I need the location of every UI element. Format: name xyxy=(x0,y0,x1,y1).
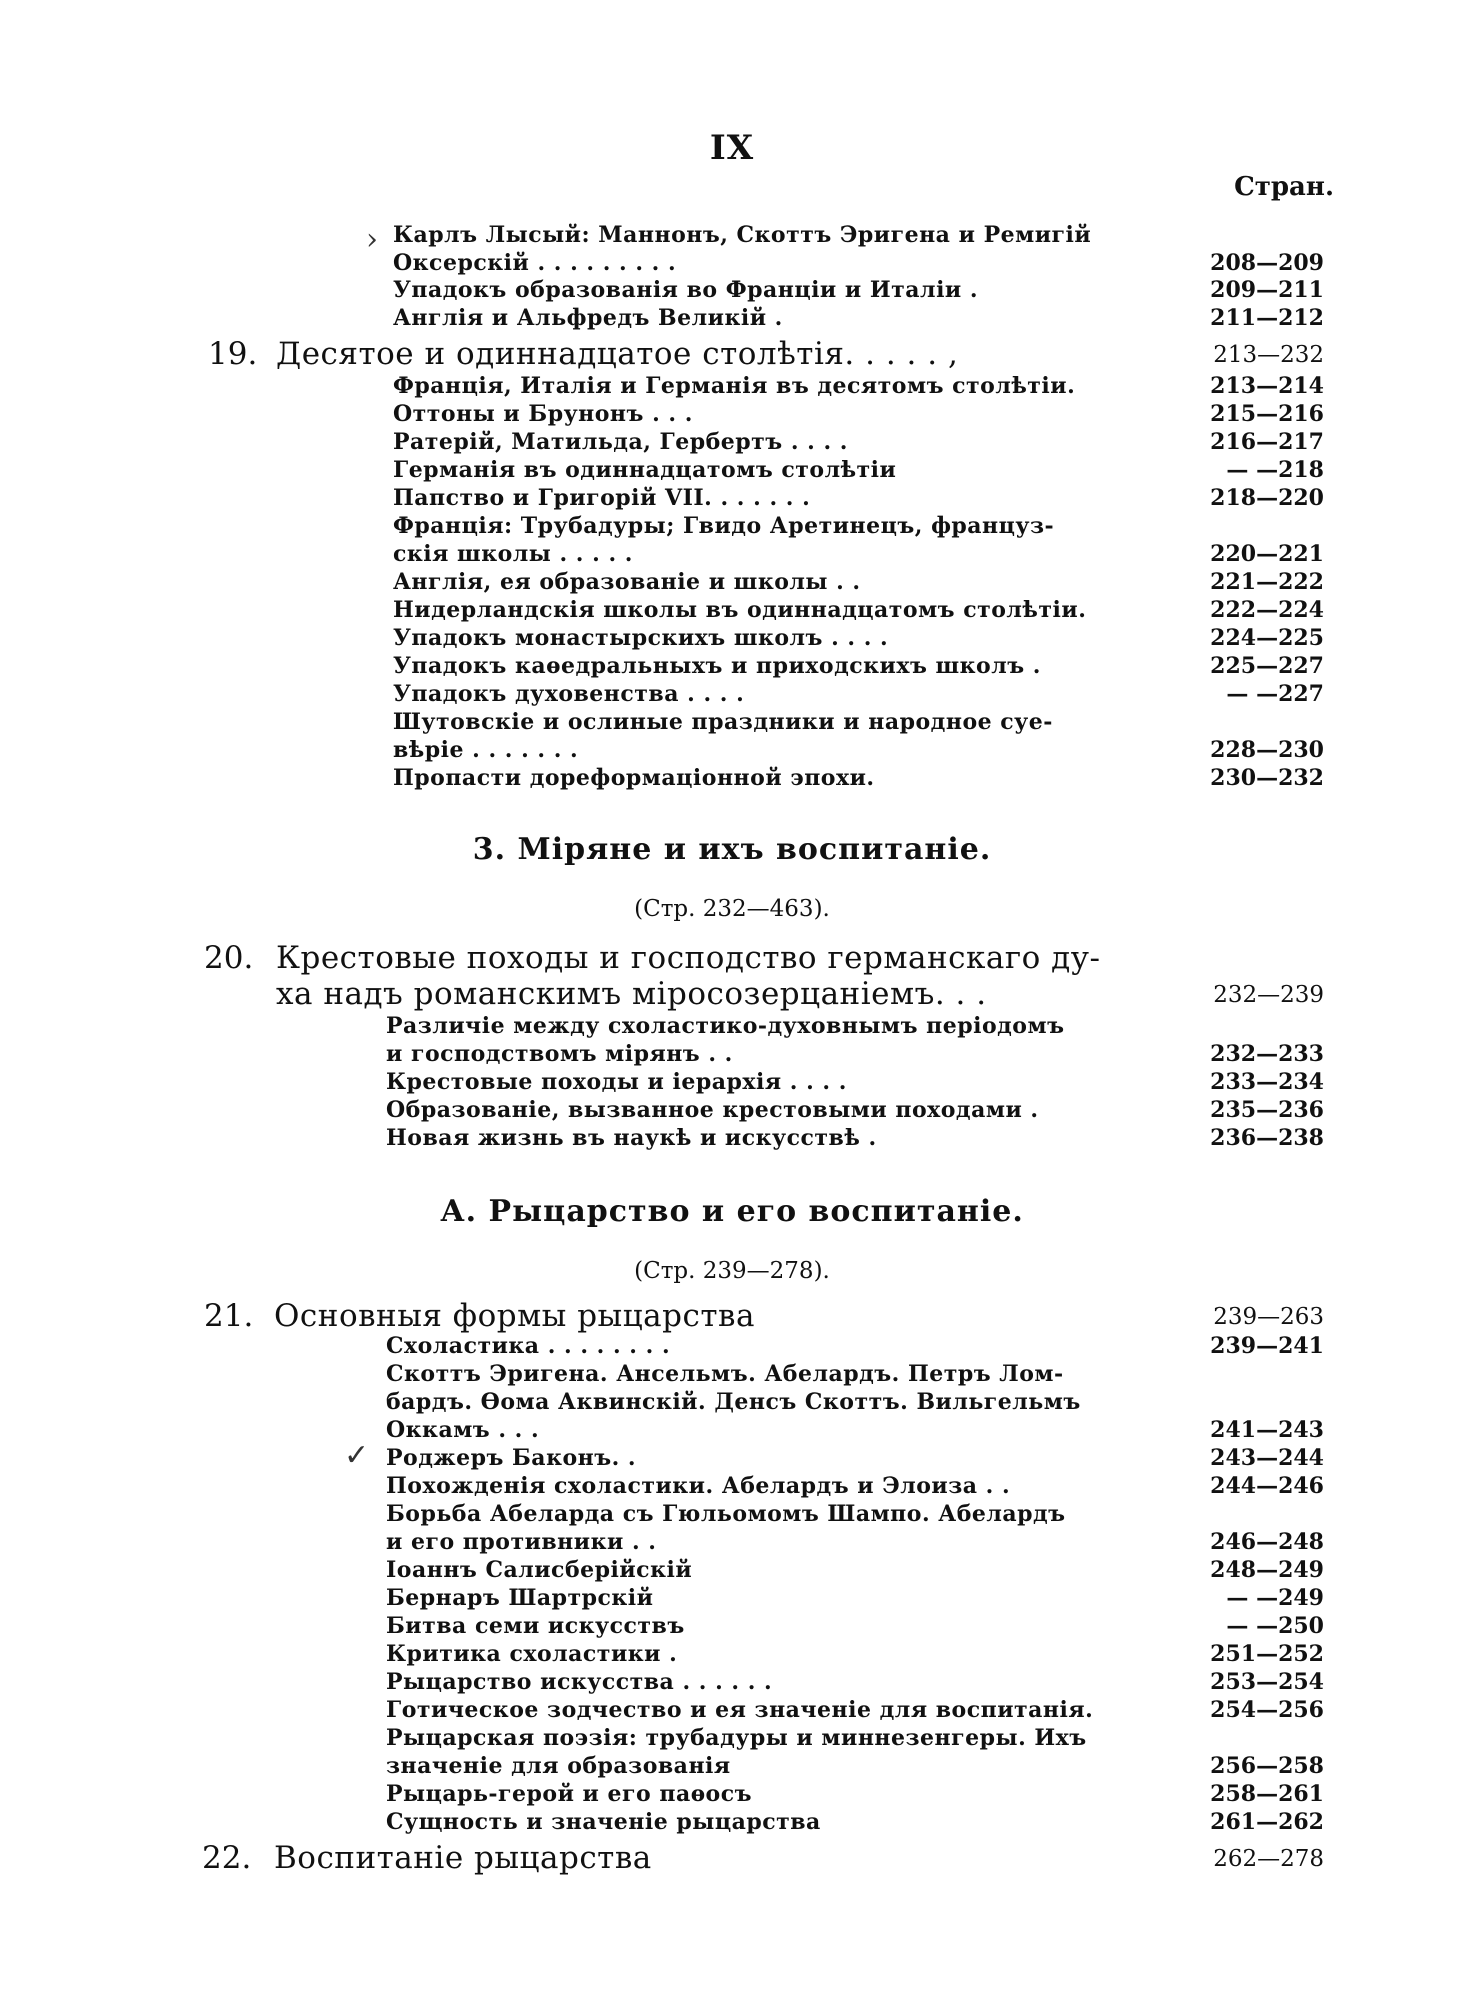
page-number: IX xyxy=(709,128,755,168)
toc-entry: Образованіе, вызванное крестовыми походами . 235—236 xyxy=(386,1097,1324,1123)
toc-entry: скія школы . . . . . 220—221 xyxy=(393,541,1324,567)
handwritten-check-mark: ✓ xyxy=(344,1438,370,1473)
toc-entry: бардъ. Ѳома Аквинскій. Денсъ Скоттъ. Вильгельмъ xyxy=(386,1389,1081,1415)
toc-entry: Крестовые походы и іерархія . . . . 233—234 xyxy=(386,1069,1324,1095)
toc-entry: Бернаръ Шартрскій — —249 xyxy=(386,1585,1324,1611)
toc-entry: Упадокъ образованія во Франціи и Италіи . 209—211 xyxy=(393,277,1324,303)
toc-entry: Ратерій, Матильда, Гербертъ . . . . 216—217 xyxy=(393,429,1324,455)
toc-entry: Германія въ одиннадцатомъ столѣтіи — —218 xyxy=(393,457,1324,483)
toc-entry: вѣріе . . . . . . . 228—230 xyxy=(393,737,1324,763)
toc-entry: и господствомъ мірянъ . . 232—233 xyxy=(386,1041,1324,1067)
pages-column-label: Стран. xyxy=(1234,172,1334,202)
toc-entry: Сущность и значеніе рыцарства 261—262 xyxy=(386,1809,1324,1835)
toc-entry: Упадокъ духовенства . . . . — —227 xyxy=(393,681,1324,707)
toc-entry: Упадокъ монастырскихъ школъ . . . . 224—225 xyxy=(393,625,1324,651)
toc-entry: Шутовскіе и ослиные праздники и народное суе- xyxy=(393,709,1053,735)
toc-entry: Битва семи искусствъ — —250 xyxy=(386,1613,1324,1639)
toc-entry: Пропасти дореформаціонной эпохи. 230—232 xyxy=(393,765,1324,791)
chapter-22: 22. Воспитаніе рыцарства 262—278 xyxy=(202,1840,1324,1876)
section-page-range: (Стр. 239—278). xyxy=(634,1258,830,1284)
toc-entry: Новая жизнь въ наукѣ и искусствѣ . 236—238 xyxy=(386,1125,1324,1151)
toc-entry: Англія, ея образованіе и школы . . 221—222 xyxy=(393,569,1324,595)
toc-entry: Папство и Григорій VII. . . . . . . 218—220 xyxy=(393,485,1324,511)
toc-entry: и его противники . . 246—248 xyxy=(386,1529,1324,1555)
toc-entry: Іоаннъ Салисберійскій 248—249 xyxy=(386,1557,1324,1583)
toc-entry: Франція, Италія и Германія въ десятомъ столѣтіи. 213—214 xyxy=(393,373,1324,399)
section-heading: А. Рыцарство и его воспитаніе. xyxy=(440,1194,1024,1229)
toc-entry: Рыцарство искусства . . . . . . 253—254 xyxy=(386,1669,1324,1695)
toc-entry: Различіе между схоластико-духовнымъ періодомъ xyxy=(386,1013,1065,1039)
chapter-20-cont: ха надъ романскимъ міросозерцаніемъ. . . 232—239 xyxy=(276,976,1324,1012)
chapter-20: 20. Крестовые походы и господство германскаго ду- xyxy=(204,940,1101,976)
section-heading: 3. Міряне и ихъ воспитаніе. xyxy=(472,832,992,867)
section-page-range: (Стр. 232—463). xyxy=(634,896,830,922)
toc-entry: Оккамъ . . . 241—243 xyxy=(386,1417,1324,1443)
toc-entry: Похожденія схоластики. Абелардъ и Элоиза . . 244—246 xyxy=(386,1473,1324,1499)
toc-entry: Борьба Абеларда съ Гюльомомъ Шампо. Абелардъ xyxy=(386,1501,1066,1527)
toc-entry: Англія и Альфредъ Великій . 211—212 xyxy=(393,305,1324,331)
toc-entry: значеніе для образованія 256—258 xyxy=(386,1753,1324,1779)
toc-entry: Франція: Трубадуры; Гвидо Аретинецъ, француз- xyxy=(393,513,1055,539)
toc-entry: Карлъ Лысый: Маннонъ, Скоттъ Эригена и Ремигій xyxy=(393,222,1092,248)
toc-entry: Упадокъ каѳедральныхъ и приходскихъ школъ . 225—227 xyxy=(393,653,1324,679)
toc-entry: Оксерскій . . . . . . . . . 208—209 xyxy=(393,250,1324,276)
chapter-21: 21. Основныя формы рыцарства 239—263 xyxy=(204,1298,1324,1334)
toc-entry: Оттоны и Брунонъ . . . 215—216 xyxy=(393,401,1324,427)
margin-mark: › xyxy=(366,222,378,257)
toc-entry: Схоластика . . . . . . . . 239—241 xyxy=(386,1333,1324,1359)
toc-entry: Роджеръ Баконъ. . 243—244 xyxy=(386,1445,1324,1471)
toc-entry: Рыцарская поэзія: трубадуры и миннезенгеры. Ихъ xyxy=(386,1725,1087,1751)
toc-entry: Рыцарь-герой и его паѳосъ 258—261 xyxy=(386,1781,1324,1807)
chapter-19: 19. Десятое и одиннадцатое столѣтія. . . . . , 213—232 xyxy=(208,336,1324,372)
toc-entry: Готическое зодчество и ея значеніе для воспитанія. 254—256 xyxy=(386,1697,1324,1723)
toc-entry: Скоттъ Эригена. Ансельмъ. Абелардъ. Петръ Лом- xyxy=(386,1361,1064,1387)
toc-entry: Нидерландскія школы въ одиннадцатомъ столѣтіи. 222—224 xyxy=(393,597,1324,623)
toc-entry: Критика схоластики . 251—252 xyxy=(386,1641,1324,1667)
